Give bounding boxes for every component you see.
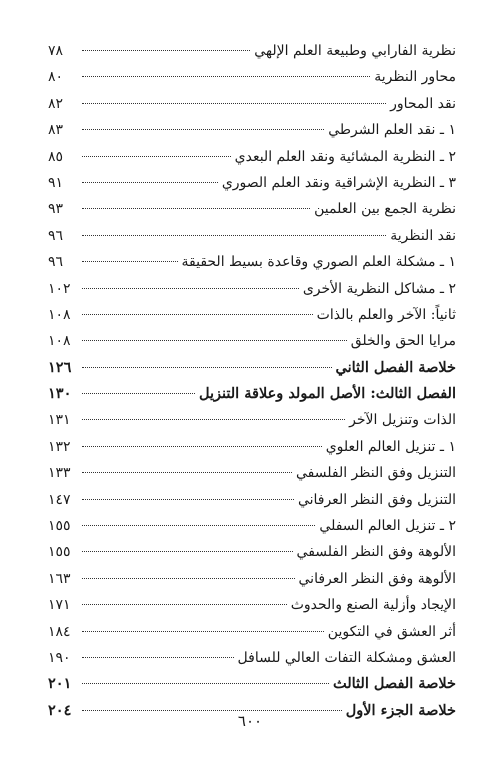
toc-entry [48,513,456,539]
toc-entry [48,144,456,170]
toc-entry [48,170,456,196]
toc-entry-title: التنزيل وفق النظر العرفاني [297,491,456,508]
toc-entry [48,619,456,645]
toc-entry-page: ٢٠١ [48,675,72,693]
dot-leader [82,76,370,77]
dot-leader [82,499,294,500]
dot-leader [82,604,287,605]
dot-leader [82,551,293,552]
toc-entry [48,91,456,117]
toc-entry-title: مرايا الحق والخلق [350,333,456,350]
dot-leader [82,340,347,341]
dot-leader [82,261,178,262]
toc-entry-title: الألوهة وفق النظر الفلسفي [296,544,456,561]
toc-entry-page: ٨٥ [48,148,64,165]
toc-entry-title: خلاصة الفصل الثاني [335,358,456,376]
toc-entry-title: خلاصة الجزء الأول [345,701,456,719]
toc-entry [48,645,456,671]
dot-leader [82,393,195,394]
toc-entry [48,592,456,618]
toc-entry [48,355,456,381]
dot-leader [82,710,342,711]
toc-entry-page: ١٣٣ [48,465,71,482]
dot-leader [82,129,324,130]
toc-entry-title: خلاصة الفصل الثالث [332,675,456,693]
toc-entry-title: الفصل الثالث: الأصل المولد وعلاقة التنزيل [199,385,456,403]
dot-leader [82,631,324,632]
toc-entry-title: التنزيل وفق النظر الفلسفي [295,465,456,482]
dot-leader [82,288,299,289]
toc-entry-page: ٩٦ [48,254,64,271]
dot-leader [82,683,329,684]
toc-entry-page: ١٧١ [48,597,71,614]
toc-entry [48,276,456,302]
toc-entry [48,434,456,460]
toc-entry [48,407,456,433]
toc-entry-page: ٨٢ [48,95,64,112]
dot-leader [82,578,295,579]
toc-entry-page: ١٤٧ [48,491,71,508]
toc-entry-title: ١ ـ مشكلة العلم الصوري وقاعدة بسيط الحقيقة [181,254,456,271]
toc-entry-title: ١ ـ تنزيل العالم العلوي [325,438,456,455]
toc-entry-page: ١٣٠ [48,385,72,403]
toc-entry [48,566,456,592]
toc-entry-page: ٨٠ [48,69,64,86]
toc-entry-page: ١٩٠ [48,649,71,666]
dot-leader [82,314,313,315]
dot-leader [82,446,322,447]
toc-entry-title: ثانياً: الآخر والعلم بالذات [316,306,456,323]
toc-entry-title: نقد المحاور [390,95,456,112]
page-number: ٦٠٠ [237,712,263,730]
toc-entry-title: نظرية الجمع بين العلمين [314,201,456,218]
toc-entry-page: ١٥٥ [48,544,71,561]
toc-entry-page: ١٨٤ [48,623,71,640]
toc-entry-title: أثر العشق في التكوين [327,623,456,640]
toc-entry-title: ٣ ـ النظرية الإشراقية ونقد العلم الصوري [221,174,456,191]
toc-entry [48,64,456,90]
toc-entry-title: نظرية الفارابي وطبيعة العلم الإلهي [254,43,456,59]
toc-entry-title: الذات وتنزيل الآخر [349,412,456,429]
toc-entry-title: محاور النظرية [374,69,456,86]
toc-entry-page: ١٥٥ [48,518,71,535]
toc-entry-title: ١ ـ نقد العلم الشرطي [328,122,456,139]
dot-leader [82,419,345,420]
dot-leader [82,235,386,236]
table-of-contents [48,38,456,724]
dot-leader [82,208,310,209]
toc-entry [48,381,456,407]
dot-leader [82,525,315,526]
toc-entry-page: ٩١ [48,174,64,191]
toc-entry-page: ٩٣ [48,201,64,218]
toc-entry [48,249,456,275]
toc-entry-page: ١٣٢ [48,438,71,455]
toc-entry-page: ١٢٦ [48,358,72,376]
toc-entry [48,671,456,697]
toc-entry-page: ١٣١ [48,412,71,429]
dot-leader [82,50,250,51]
toc-entry [48,117,456,143]
toc-entry-page: ١٠٢ [48,280,71,297]
toc-entry [48,460,456,486]
toc-entry [48,302,456,328]
toc-entry [48,196,456,222]
toc-entry-page: ١٦٣ [48,570,71,587]
dot-leader [82,156,231,157]
toc-entry-page: ١٠٨ [48,306,71,323]
toc-entry-page: ١٠٨ [48,333,71,350]
toc-entry [48,38,456,64]
toc-entry [48,223,456,249]
toc-entry-page: ٢٠٤ [48,701,72,719]
dot-leader [82,367,332,368]
toc-entry-page: ٨٣ [48,122,64,139]
toc-entry [48,539,456,565]
toc-entry-title: العشق ومشكلة التفات العالي للسافل [237,649,456,666]
toc-entry [48,328,456,354]
dot-leader [82,657,234,658]
toc-entry-page: ٧٨ [48,43,64,59]
dot-leader [82,472,292,473]
toc-entry-title: الألوهة وفق النظر العرفاني [298,570,456,587]
toc-entry-title: ٢ ـ مشاكل النظرية الأخرى [302,280,456,297]
dot-leader [82,103,386,104]
dot-leader [82,182,218,183]
toc-entry-title: الإيجاد وأزلية الصنع والحدوث [290,597,456,614]
toc-entry-title: ٢ ـ النظرية المشائية ونقد العلم البعدي [234,148,456,165]
toc-entry-title: ٢ ـ تنزيل العالم السفلي [319,518,456,535]
toc-entry-title: نقد النظرية [390,227,456,244]
toc-entry-page: ٩٦ [48,227,64,244]
toc-entry [48,487,456,513]
